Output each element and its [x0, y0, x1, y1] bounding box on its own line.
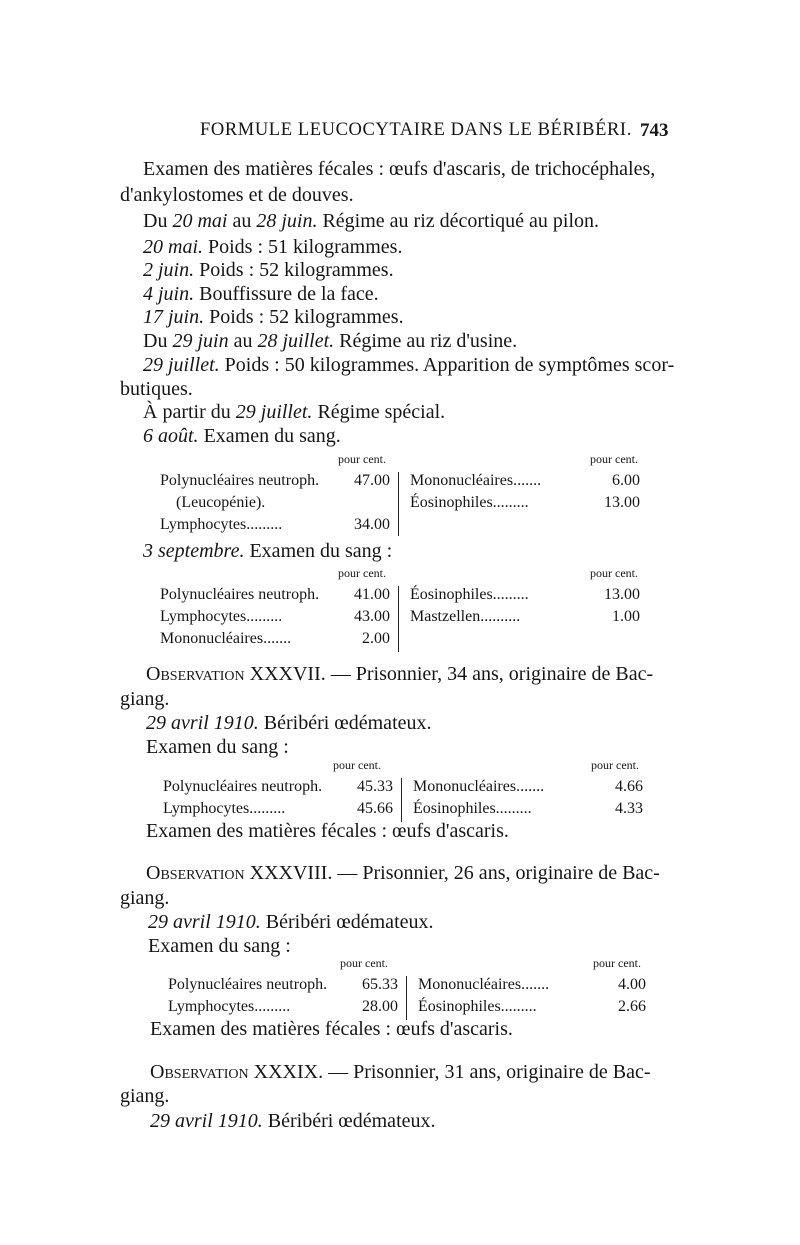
column-divider — [398, 472, 399, 536]
text-line: 17 juin. Poids : 52 kilogrammes. — [143, 306, 404, 328]
table-row: Polynucléaires neutroph. 47.00 — [160, 472, 390, 489]
table-row: Polynucléaires neutroph. 65.33 — [168, 976, 398, 993]
observation-heading: Observation XXXVIII. — Prisonnier, 26 ans, originaire de Bac- — [146, 862, 660, 884]
column-divider — [406, 976, 407, 1020]
column-divider — [398, 586, 399, 652]
table-row: Éosinophiles......... 13.00 — [410, 494, 640, 511]
text-line: 29 avril 1910. Béribéri œdémateux. — [146, 712, 432, 734]
column-divider — [401, 778, 402, 822]
table-row: Éosinophiles......... 4.33 — [413, 800, 643, 817]
running-title: FORMULE LEUCOCYTAIRE DANS LE BÉRIBÉRI. — [200, 120, 632, 140]
text-line: Examen des matières fécales : œufs d'ascaris. — [150, 1018, 513, 1040]
text-line: Du 29 juin au 28 juillet. Régime au riz d'usine. — [143, 330, 518, 352]
text-line: giang. — [120, 887, 170, 909]
table-row: Polynucléaires neutroph. 41.00 — [160, 586, 390, 603]
table-row: Éosinophiles......... 2.66 — [418, 998, 646, 1015]
blood-table-aug: pour cent. pour cent. Polynucléaires neutroph. 47.00 (Leucopénie). Lymphocytes......... 34.00 Mononucléaires....... 6.00 Éosinophiles......... 13.00 — [160, 452, 650, 538]
text-line: Examen du sang : — [148, 935, 291, 957]
table-row: Mastzellen.......... 1.00 — [410, 608, 640, 625]
table-row: Lymphocytes......... 34.00 — [160, 516, 390, 533]
text-line: Examen du sang : — [146, 736, 289, 758]
table-row: Mononucléaires....... 4.00 — [418, 976, 646, 993]
text-line: Examen des matières fécales : œufs d'ascaris, de trichocéphales, — [143, 158, 656, 180]
text-line: giang. — [120, 1085, 170, 1107]
table-row: Mononucléaires....... 4.66 — [413, 778, 643, 795]
text-line: 20 mai. Poids : 51 kilogrammes. — [143, 236, 403, 258]
text-line: 29 avril 1910. Béribéri œdémateux. — [148, 911, 434, 933]
blood-table-sep: pour cent. pour cent. Polynucléaires neutroph. 41.00 Lymphocytes......... 43.00 Mononucléaires....... 2.00 Éosinophiles......... 13.00 Mastzellen.......... 1.00 — [160, 566, 650, 652]
text-line: butiques. — [120, 378, 193, 400]
text-line: 29 avril 1910. Béribéri œdémateux. — [150, 1110, 436, 1132]
table-row: Éosinophiles......... 13.00 — [410, 586, 640, 603]
table-row: Lymphocytes......... 43.00 — [160, 608, 390, 625]
table-row: Polynucléaires neutroph. 45.33 — [163, 778, 393, 795]
blood-table-obs38: pour cent. pour cent. Polynucléaires neutroph. 65.33 Lymphocytes......... 28.00 Mononucléaires....... 4.00 Éosinophiles......... 2.66 — [168, 956, 658, 1020]
text-line: Examen des matières fécales : œufs d'ascaris. — [146, 820, 509, 842]
text-line: 6 août. Examen du sang. — [143, 425, 341, 447]
text-line: Du 20 mai au 28 juin. Régime au riz décortiqué au pilon. — [143, 210, 600, 232]
table-row: Lymphocytes......... 28.00 — [168, 998, 398, 1015]
observation-heading: Observation XXXIX. — Prisonnier, 31 ans, originaire de Bac- — [150, 1061, 651, 1083]
text-line: 4 juin. Bouffissure de la face. — [143, 283, 379, 305]
text-line: d'ankylostomes et de douves. — [120, 184, 354, 206]
blood-table-obs37: pour cent. pour cent. Polynucléaires neutroph. 45.33 Lymphocytes......... 45.66 Mononucléaires....... 4.66 Éosinophiles......... 4.33 — [163, 758, 653, 822]
text-line: 3 septembre. Examen du sang : — [143, 540, 393, 562]
text-line: 29 juillet. Poids : 50 kilogrammes. Apparition de symptômes scor- — [143, 354, 675, 376]
table-row: Mononucléaires....... 6.00 — [410, 472, 640, 489]
table-row: Mononucléaires....... 2.00 — [160, 630, 390, 647]
text-line: À partir du 29 juillet. Régime spécial. — [143, 401, 446, 423]
text-line: giang. — [120, 688, 170, 710]
observation-heading: Observation XXXVII. — Prisonnier, 34 ans, originaire de Bac- — [146, 663, 654, 685]
text-line: 2 juin. Poids : 52 kilogrammes. — [143, 259, 394, 281]
page-header — [0, 120, 800, 146]
page-number: 743 — [640, 120, 669, 141]
table-row: (Leucopénie). — [176, 494, 266, 511]
table-row: Lymphocytes......... 45.66 — [163, 800, 393, 817]
